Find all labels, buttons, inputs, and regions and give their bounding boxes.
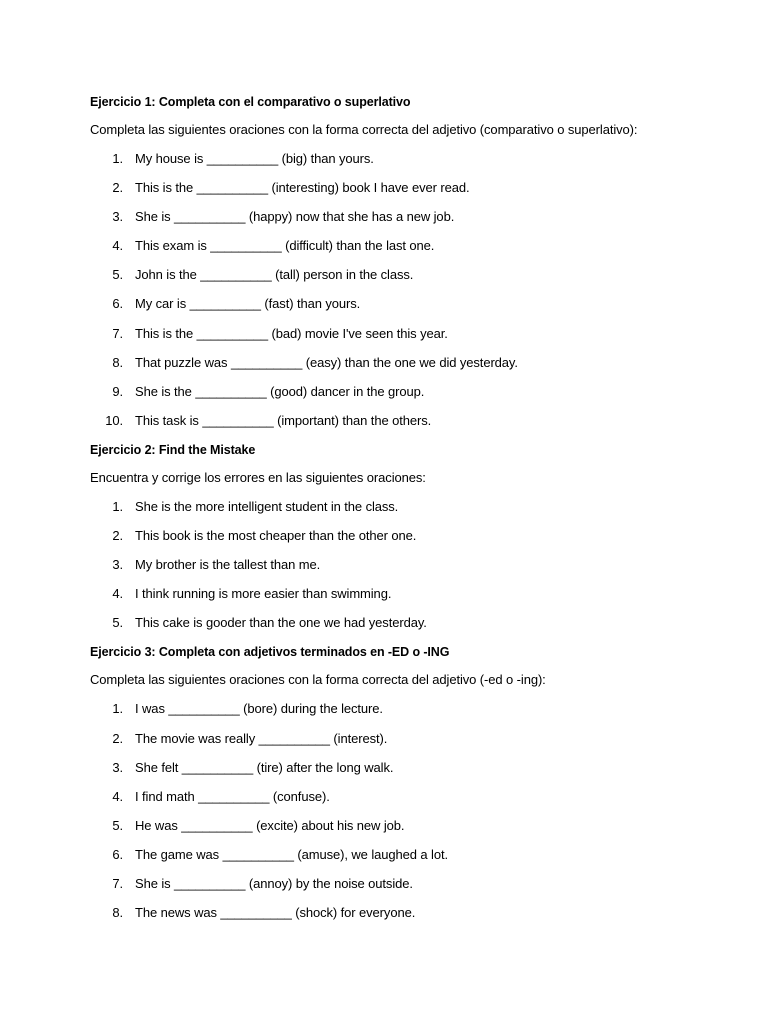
list-item: [90, 845, 730, 865]
item-number: 3.: [112, 209, 123, 225]
item-number: 4.: [112, 238, 123, 254]
exercise-2-heading: Ejercicio 2: Find the Mistake: [90, 442, 256, 457]
exercise-2-list: [90, 497, 730, 633]
list-item: [90, 497, 730, 517]
list-item: [90, 816, 730, 836]
list-item: [90, 526, 730, 546]
list-item: [90, 236, 730, 256]
exercise-2-instructions: Encuentra y corrige los errores en las siguientes oraciones:: [90, 469, 426, 485]
list-item: [90, 874, 730, 894]
item-number: 5.: [112, 817, 123, 833]
item-number: 1.: [112, 498, 123, 514]
item-number: 1.: [112, 701, 123, 717]
list-item: [90, 324, 730, 344]
item-text: My brother is the tallest than me.: [135, 557, 321, 573]
exercise-1-heading: Ejercicio 1: Completa con el comparativo o superlativo: [90, 95, 411, 109]
exercise-2: [90, 440, 730, 633]
item-text: I think running is more easier than swimming.: [135, 586, 392, 602]
item-number: 8.: [112, 354, 123, 370]
item-text: This is the __________ (bad) movie I've seen this year.: [135, 325, 448, 341]
item-text: That puzzle was __________ (easy) than the one we did yesterday.: [135, 354, 518, 370]
list-item: [90, 265, 730, 285]
item-text: John is the __________ (tall) person in the class.: [135, 267, 414, 283]
item-text: My house is __________ (big) than yours.: [135, 151, 374, 166]
exercise-3-list: [90, 699, 730, 923]
list-item: [90, 613, 730, 633]
list-item: [90, 729, 730, 749]
list-item: [90, 758, 730, 778]
item-text: She is __________ (happy) now that she has a new job.: [135, 209, 455, 225]
exercise-1-instructions: Completa las siguientes oraciones con la forma correcta del adjetivo (comparativo o superlativo):: [90, 122, 638, 137]
item-number: 8.: [112, 905, 123, 921]
item-number: 10.: [105, 412, 123, 428]
item-number: 2.: [112, 528, 123, 544]
list-item: [90, 382, 730, 402]
list-item: [90, 699, 730, 719]
item-text: I was __________ (bore) during the lecture.: [135, 701, 383, 717]
item-number: 7.: [112, 875, 123, 891]
item-number: 4.: [112, 788, 123, 804]
list-item: [90, 903, 730, 923]
list-item: [90, 584, 730, 604]
item-number: 2.: [112, 180, 123, 196]
item-number: 7.: [112, 325, 123, 341]
document-page: [90, 92, 730, 932]
list-item: [90, 294, 730, 314]
list-item: [90, 353, 730, 373]
list-item: [90, 178, 730, 198]
item-number: 6.: [112, 296, 123, 312]
item-text: This task is __________ (important) than the others.: [135, 412, 432, 428]
item-number: 3.: [112, 557, 123, 573]
list-item: [90, 149, 730, 169]
item-text: This is the __________ (interesting) book I have ever read.: [135, 180, 470, 196]
item-text: She is __________ (annoy) by the noise outside.: [135, 875, 413, 891]
item-number: 2.: [112, 730, 123, 746]
item-number: 6.: [112, 846, 123, 862]
item-number: 4.: [112, 586, 123, 602]
item-text: She is the __________ (good) dancer in the group.: [135, 383, 425, 399]
list-item: [90, 207, 730, 227]
item-number: 5.: [112, 615, 123, 631]
item-text: The game was __________ (amuse), we laughed a lot.: [135, 846, 448, 862]
item-number: 9.: [112, 383, 123, 399]
item-text: This book is the most cheaper than the other one.: [135, 528, 417, 544]
exercise-1-list: [90, 149, 730, 431]
item-text: She is the more intelligent student in the class.: [135, 498, 399, 514]
item-number: 5.: [112, 267, 123, 283]
list-item: [90, 555, 730, 575]
list-item: [90, 411, 730, 431]
item-text: The movie was really __________ (interest).: [135, 730, 388, 746]
item-text: The news was __________ (shock) for everyone.: [135, 905, 416, 921]
item-text: He was __________ (excite) about his new job.: [135, 817, 405, 833]
exercise-3: [90, 642, 730, 923]
exercise-1: [90, 92, 730, 431]
exercise-3-heading: Ejercicio 3: Completa con adjetivos terminados en -ED o -ING: [90, 645, 450, 660]
item-text: She felt __________ (tire) after the long walk.: [135, 759, 394, 775]
item-text: This exam is __________ (difficult) than the last one.: [135, 238, 435, 254]
item-text: My car is __________ (fast) than yours.: [135, 296, 361, 312]
exercise-3-instructions: Completa las siguientes oraciones con la forma correcta del adjetivo (-ed o -ing):: [90, 672, 546, 688]
list-item: [90, 787, 730, 807]
item-number: 1.: [112, 151, 123, 166]
item-text: This cake is gooder than the one we had yesterday.: [135, 615, 427, 631]
item-number: 3.: [112, 759, 123, 775]
item-text: I find math __________ (confuse).: [135, 788, 330, 804]
